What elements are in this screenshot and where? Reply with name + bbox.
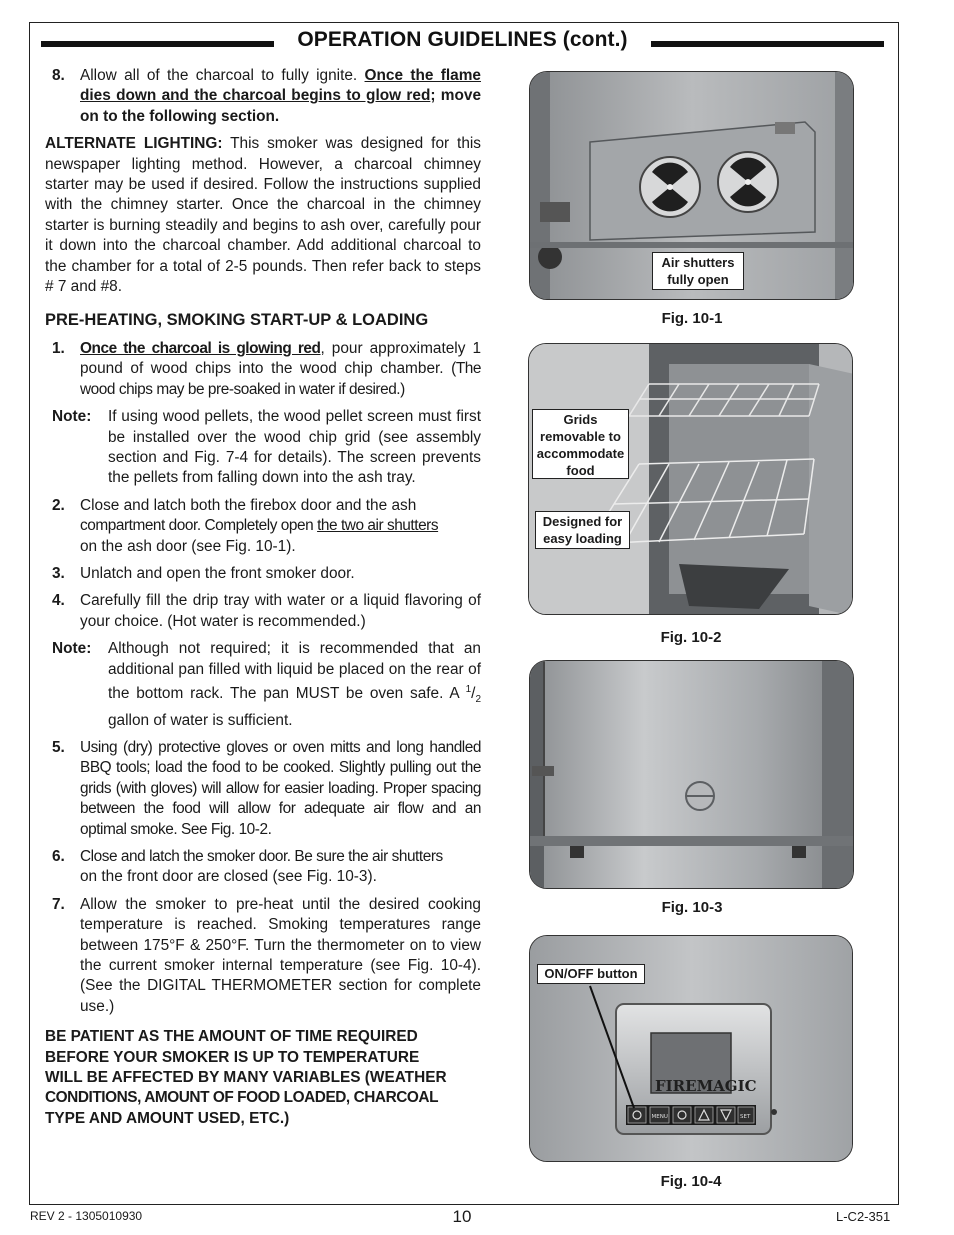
figure-10-1-caption: Fig. 10-1: [661, 310, 723, 327]
fraction-numerator: 1: [465, 683, 472, 695]
callout-removable-grids: [532, 409, 629, 479]
step-text: , pour approximately 1 pound of wood chips into the wood chip chamber.: [80, 339, 482, 378]
callout-line: removable to: [540, 429, 621, 444]
fraction-denominator: 2: [475, 694, 481, 706]
step-text-3: on the ash door (see Fig. 10-1).: [80, 537, 296, 555]
warning-line: BEFORE YOUR SMOKER IS UP TO TEMPERATURE: [45, 1048, 420, 1066]
header-rule-right: [651, 41, 884, 47]
document-code: L-C2-351: [836, 1209, 891, 1224]
step-2: [45, 496, 481, 557]
figure-10-4-caption: Fig. 10-4: [660, 1173, 722, 1190]
step-text: Unlatch and open the front smoker door.: [80, 564, 355, 582]
figure-10-3-caption: Fig. 10-3: [661, 899, 723, 916]
note-text: Although not required; it is recommended that an additional pan filled with liquid be placed on the rear of the bottom rack. The pan MUST be oven safe. A: [108, 640, 481, 703]
warning-line: TYPE AND AMOUNT USED, ETC.): [45, 1109, 290, 1127]
step-5: [45, 738, 481, 840]
note-pan: Note: Although not required; it is recommended that an additional pan filled with liquid be placed on the rear of the bottom rack. The pan MUST be oven safe. A $^1/_2$ gallon of water is sufficient.: [52, 640, 481, 729]
callout-line: food: [566, 463, 595, 478]
alternate-lighting-text: This smoker was designed for this newspaper lighting method. However, a charcoal chimney starter may be used if desired. Follow the instructions supplied with the chimney starter. Once the charcoal in the chimney starter is burning steadily and begins to ash over, carefully pour it down into the charcoal chamber. Add additional charcoal to the chamber for a total of 2-5 pounds. Then refer back to steps # 7 and #8.: [45, 135, 481, 296]
menu-key-label: MENU: [651, 1114, 668, 1120]
warning-line: WILL BE AFFECTED BY MANY VARIABLES (WEATHER: [45, 1069, 447, 1087]
callout-air-shutters: [652, 252, 744, 290]
step-6: [45, 847, 481, 888]
step-underline: the two air shutters: [317, 517, 439, 535]
callout-line: Grids: [563, 412, 598, 427]
figure-10-2-photo: [528, 343, 853, 615]
figure-10-2-caption: Fig. 10-2: [660, 629, 722, 646]
step-8: [45, 66, 481, 127]
note-text: If using wood pellets, the wood pellet screen must first be installed over the wood chip grid (see assembly section and Fig. 7-4 for details). The screen prevents the pellets from falling down into the ash tray.: [108, 408, 481, 487]
step-4: [45, 591, 481, 632]
step-number: 8.: [52, 67, 65, 84]
revision-code: REV 2 - 1305010930: [30, 1209, 143, 1223]
step-text: Close and latch the smoker door. Be sure the air shutters: [80, 848, 443, 866]
brand-logo: FIREMAGIC: [655, 1077, 757, 1095]
step-7: [45, 895, 481, 1017]
step-number: 5.: [52, 738, 65, 756]
callout-line: Air shutters: [661, 255, 735, 270]
step-text: Allow the smoker to pre-heat until the desired cooking temperature is reached. Smoking temperatures range between 175°F & 250°F. Turn the thermometer on to view the current smoker internal temperature (see Fig. 10-4). (See the DIGITAL THERMOMETER section for complete use.): [80, 895, 481, 1015]
step-emphasis-tail: ; move on to the following section.: [80, 87, 482, 125]
step-text-2: (The wood chips may be pre-soaked in water if desired.): [80, 360, 482, 398]
figure-10-3-photo: [529, 660, 854, 889]
step-text: Using (dry) protective gloves or oven mitts and long handled BBQ tools; load the food to be cooked. Slightly pulling out the grids (with gloves) will allow for easier loading. Proper spacing between the food will allow for adequate air flow and an optimal smoke. See Fig. 10-2.: [80, 738, 481, 838]
alternate-lighting-paragraph: [45, 134, 481, 297]
note-label: Note:: [52, 640, 92, 658]
note-label: Note:: [52, 408, 92, 426]
callout-easy-loading: [535, 511, 630, 549]
warning-line: BE PATIENT AS THE AMOUNT OF TIME REQUIRED: [45, 1028, 418, 1046]
patience-warning: [45, 1027, 481, 1129]
callout-on-off-button: ON/OFF button: [537, 964, 645, 984]
step-text-2: compartment door. Completely open: [80, 517, 318, 535]
note-text-2: gallon of water is sufficient.: [108, 711, 293, 729]
step-text: Close and latch both the firebox door and the ash: [80, 496, 417, 514]
alternate-lighting-label: ALTERNATE LIGHTING:: [45, 135, 223, 153]
step-number: 2.: [52, 496, 65, 514]
callout-line: accommodate: [536, 446, 625, 461]
warning-line: CONDITIONS, AMOUNT OF FOOD LOADED, CHARCOAL: [45, 1089, 439, 1107]
step-3: [45, 564, 481, 584]
step-number: 6.: [52, 848, 65, 866]
callout-line: easy loading: [543, 531, 622, 546]
step-emphasis: Once the flame dies down and the charcoal begins to glow red: [80, 67, 481, 105]
step-number: 4.: [52, 592, 65, 610]
step-text-2: on the front door are closed (see Fig. 10-3).: [80, 868, 377, 886]
step-1: [45, 339, 481, 400]
page-title: OPERATION GUIDELINES (cont.): [297, 28, 628, 51]
callout-line: fully open: [667, 272, 729, 287]
step-number: 1.: [52, 339, 65, 357]
note-pellets: [45, 407, 481, 489]
step-number: 3.: [52, 564, 65, 582]
text-column: [45, 66, 481, 1129]
callout-line: Designed for: [542, 514, 623, 529]
header-rule-left: [41, 41, 274, 47]
step-text: Carefully fill the drip tray with water or a liquid flavoring of your choice. (Hot water is recommended.): [80, 592, 481, 630]
step-emphasis: Once the charcoal is glowing red: [80, 339, 321, 357]
page-number: 10: [452, 1207, 472, 1226]
section-heading: PRE-HEATING, SMOKING START-UP & LOADING: [45, 311, 429, 330]
step-text: Allow all of the charcoal to fully ignite.: [80, 67, 365, 84]
set-key-label: SET: [740, 1114, 751, 1120]
step-number: 7.: [52, 895, 65, 913]
